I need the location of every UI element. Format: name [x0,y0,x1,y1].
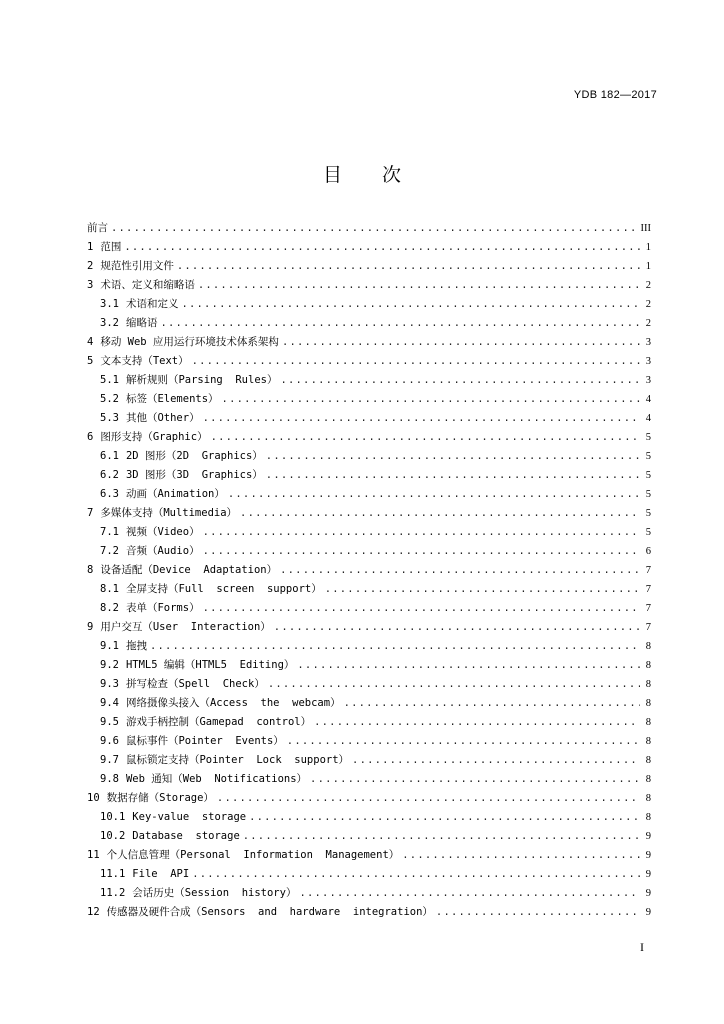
table-of-contents [87,219,651,922]
toc-entry-number: 3.2 [100,317,119,329]
toc-entry-number: 10.2 [100,830,126,842]
toc-dot-leader [192,352,640,371]
toc-entry-title: 规范性引用文件 [100,260,174,272]
toc-entry-page: 8 [645,698,651,709]
toc-entry-number: 1 [87,241,94,253]
toc-entry-page: III [640,223,651,234]
toc-dot-leader [266,466,640,485]
toc-entry-number: 7 [87,507,94,519]
toc-entry[interactable] [87,751,651,770]
toc-entry-title: 个人信息管理（Personal Information Management） [106,849,400,861]
toc-entry[interactable] [87,903,651,922]
toc-entry-number: 6.3 [100,488,119,500]
toc-entry[interactable] [87,390,651,409]
toc-entry-page: 8 [645,812,651,823]
toc-entry[interactable] [87,257,651,276]
toc-entry-page: 7 [645,603,651,614]
toc-entry-title: 范围 [100,241,122,253]
toc-dot-leader [280,371,640,390]
toc-entry-title: 全屏支持（Full screen support） [125,583,322,595]
toc-entry[interactable] [87,352,651,371]
toc-entry[interactable] [87,865,651,884]
toc-entry-page: 5 [645,451,651,462]
toc-entry[interactable] [87,713,651,732]
toc-entry-page: 5 [645,470,651,481]
toc-entry-number: 11.2 [100,887,126,899]
toc-dot-leader [287,732,640,751]
toc-entry-number: 10 [87,792,100,804]
toc-entry-page: 8 [645,641,651,652]
toc-entry[interactable] [87,637,651,656]
toc-entry-number: 9.5 [100,716,119,728]
toc-entry-title: 缩略语 [125,317,158,329]
toc-entry-title: 网络摄像头接入（Access the webcam） [125,697,341,709]
toc-entry-number: 8.2 [100,602,119,614]
toc-entry-title: Database storage [132,830,240,842]
toc-dot-leader [266,447,640,466]
toc-entry-title: 术语、定义和缩略语 [100,279,195,291]
toc-entry-title: 用户交互（User Interaction） [100,621,271,633]
toc-entry[interactable] [87,238,651,257]
toc-entry-page: 5 [645,527,651,538]
toc-entry[interactable] [87,504,651,523]
toc-dot-leader [181,295,640,314]
toc-entry-number: 3.1 [100,298,119,310]
toc-entry[interactable] [87,485,651,504]
toc-entry-page: 7 [645,565,651,576]
toc-entry-title: 2D 图形（2D Graphics） [125,450,263,462]
title-char-1: 目 [322,164,342,186]
toc-entry[interactable] [87,219,651,238]
toc-entry-title: 游戏手柄控制（Gamepad control） [125,716,312,728]
toc-entry-page: 9 [645,869,651,880]
toc-entry-number: 4 [87,336,94,348]
toc-entry-page: 9 [645,888,651,899]
toc-entry-page: 5 [645,508,651,519]
toc-entry[interactable] [87,618,651,637]
toc-entry-page: 3 [645,337,651,348]
toc-entry[interactable] [87,732,651,751]
toc-dot-leader [160,314,640,333]
toc-entry[interactable] [87,314,651,333]
toc-entry-page: 4 [645,413,651,424]
toc-entry-number: 9.6 [100,735,119,747]
toc-entry[interactable] [87,276,651,295]
toc-entry-number: 6.2 [100,469,119,481]
toc-entry[interactable] [87,580,651,599]
toc-entry-title: 标签（Elements） [125,393,219,405]
toc-entry-title: 传感器及硬件合成（Sensors and hardware integration） [106,906,433,918]
toc-dot-leader [282,333,640,352]
toc-dot-leader [325,580,640,599]
toc-entry-title: 数据存储（Storage） [106,792,214,804]
toc-entry[interactable] [87,466,651,485]
toc-entry-title: 音频（Audio） [125,545,200,557]
toc-dot-leader [297,656,640,675]
page-number: I [640,940,644,954]
toc-entry-title: HTML5 编辑（HTML5 Editing） [125,659,295,671]
toc-dot-leader [203,542,640,561]
toc-dot-leader [352,751,640,770]
toc-entry-page: 2 [645,318,651,329]
toc-entry-number: 2 [87,260,94,272]
toc-dot-leader [280,561,640,580]
page-title [0,160,724,187]
toc-entry-page: 2 [645,280,651,291]
toc-dot-leader [344,694,640,713]
toc-entry-page: 4 [645,394,651,405]
toc-dot-leader [177,257,640,276]
toc-entry-number: 6 [87,431,94,443]
toc-entry[interactable] [87,675,651,694]
toc-dot-leader [192,865,640,884]
toc-entry-page: 8 [645,660,651,671]
toc-entry-page: 7 [645,584,651,595]
toc-entry-number: 9.7 [100,754,119,766]
toc-entry-number: 10.1 [100,811,126,823]
toc-entry-page: 3 [645,375,651,386]
toc-entry-page: 6 [645,546,651,557]
toc-entry-number: 8 [87,564,94,576]
toc-entry-page: 5 [645,432,651,443]
toc-entry-page: 9 [645,831,651,842]
toc-dot-leader [314,713,640,732]
toc-entry-number: 9.3 [100,678,119,690]
toc-entry-page: 7 [645,622,651,633]
toc-entry-page: 8 [645,793,651,804]
toc-entry-number: 9 [87,621,94,633]
document-code: YDB 182—2017 [573,89,657,101]
toc-entry-number: 9.2 [100,659,119,671]
toc-entry-number: 8.1 [100,583,119,595]
toc-entry-page: 8 [645,755,651,766]
toc-entry-number: 9.1 [100,640,119,652]
toc-entry[interactable] [87,884,651,903]
toc-entry-title: 表单（Forms） [125,602,200,614]
toc-entry-number: 9.8 [100,773,119,785]
toc-entry-number: 5.3 [100,412,119,424]
toc-entry-title: 3D 图形（3D Graphics） [125,469,263,481]
toc-entry[interactable] [87,827,651,846]
toc-entry[interactable] [87,561,651,580]
toc-entry-title: 动画（Animation） [125,488,225,500]
toc-entry-number: 6.1 [100,450,119,462]
toc-entry-title: 其他（Other） [125,412,200,424]
toc-entry-page: 2 [645,299,651,310]
toc-entry-number: 11 [87,849,100,861]
toc-dot-leader [243,827,640,846]
toc-entry[interactable] [87,656,651,675]
toc-dot-leader [240,504,640,523]
toc-entry-title: 拼写检查（Spell Check） [125,678,265,690]
toc-entry-title: 设备适配（Device Adaptation） [100,564,278,576]
toc-entry[interactable] [87,770,651,789]
toc-dot-leader [249,808,640,827]
toc-entry-title: 会话历史（Session history） [132,887,297,899]
toc-entry-number: 5 [87,355,94,367]
toc-entry[interactable] [87,542,651,561]
toc-entry-page: 8 [645,679,651,690]
toc-entry-page: 8 [645,736,651,747]
toc-entry-title: Key-value storage [132,811,247,823]
toc-entry-number: 5.2 [100,393,119,405]
toc-entry[interactable] [87,599,651,618]
toc-entry[interactable] [87,808,651,827]
toc-dot-leader [268,675,640,694]
toc-entry[interactable] [87,428,651,447]
toc-dot-leader [124,238,640,257]
toc-entry-title: 解析规则（Parsing Rules） [125,374,278,386]
toc-dot-leader [274,618,640,637]
toc-dot-leader [111,219,638,238]
toc-dot-leader [203,523,640,542]
toc-dot-leader [203,409,640,428]
toc-dot-leader [203,599,640,618]
toc-entry-title: 术语和定义 [125,298,179,310]
toc-dot-leader [436,903,640,922]
toc-entry[interactable] [87,333,651,352]
toc-entry-title: 图形支持（Graphic） [100,431,208,443]
toc-entry-page: 9 [645,907,651,918]
toc-entry-page: 3 [645,356,651,367]
toc-entry[interactable] [87,846,651,865]
toc-entry[interactable] [87,523,651,542]
toc-entry[interactable] [87,789,651,808]
toc-dot-leader [402,846,640,865]
toc-entry-title: 前言 [87,222,108,234]
toc-entry-title: 文本支持（Text） [100,355,189,367]
toc-entry-page: 5 [645,489,651,500]
toc-entry-number: 3 [87,279,94,291]
toc-dot-leader [310,770,640,789]
toc-entry-title: Web 通知（Web Notifications） [125,773,308,785]
toc-entry-page: 1 [645,242,651,253]
toc-entry-number: 7.1 [100,526,119,538]
title-char-2: 次 [382,164,402,186]
toc-dot-leader [217,789,640,808]
toc-entry-number: 12 [87,906,100,918]
toc-entry[interactable] [87,371,651,390]
toc-entry-title: 视频（Video） [125,526,200,538]
toc-entry-number: 11.1 [100,868,126,880]
toc-entry-number: 7.2 [100,545,119,557]
toc-dot-leader [150,637,640,656]
toc-entry-title: 鼠标锁定支持（Pointer Lock support） [125,754,350,766]
toc-dot-leader [228,485,640,504]
toc-entry[interactable] [87,295,651,314]
toc-entry[interactable] [87,447,651,466]
toc-entry[interactable] [87,694,651,713]
toc-entry-page: 8 [645,774,651,785]
toc-entry-title: File API [132,868,190,880]
toc-entry-title: 拖拽 [125,640,147,652]
toc-dot-leader [198,276,640,295]
toc-entry-page: 9 [645,850,651,861]
toc-entry-title: 鼠标事件（Pointer Events） [125,735,284,747]
toc-dot-leader [222,390,640,409]
toc-entry-number: 9.4 [100,697,119,709]
toc-entry[interactable] [87,409,651,428]
toc-entry-page: 8 [645,717,651,728]
toc-dot-leader [211,428,640,447]
toc-entry-number: 5.1 [100,374,119,386]
toc-entry-title: 多媒体支持（Multimedia） [100,507,238,519]
toc-dot-leader [299,884,640,903]
toc-entry-page: 1 [645,261,651,272]
toc-entry-title: 移动 Web 应用运行环境技术体系架构 [100,336,279,348]
